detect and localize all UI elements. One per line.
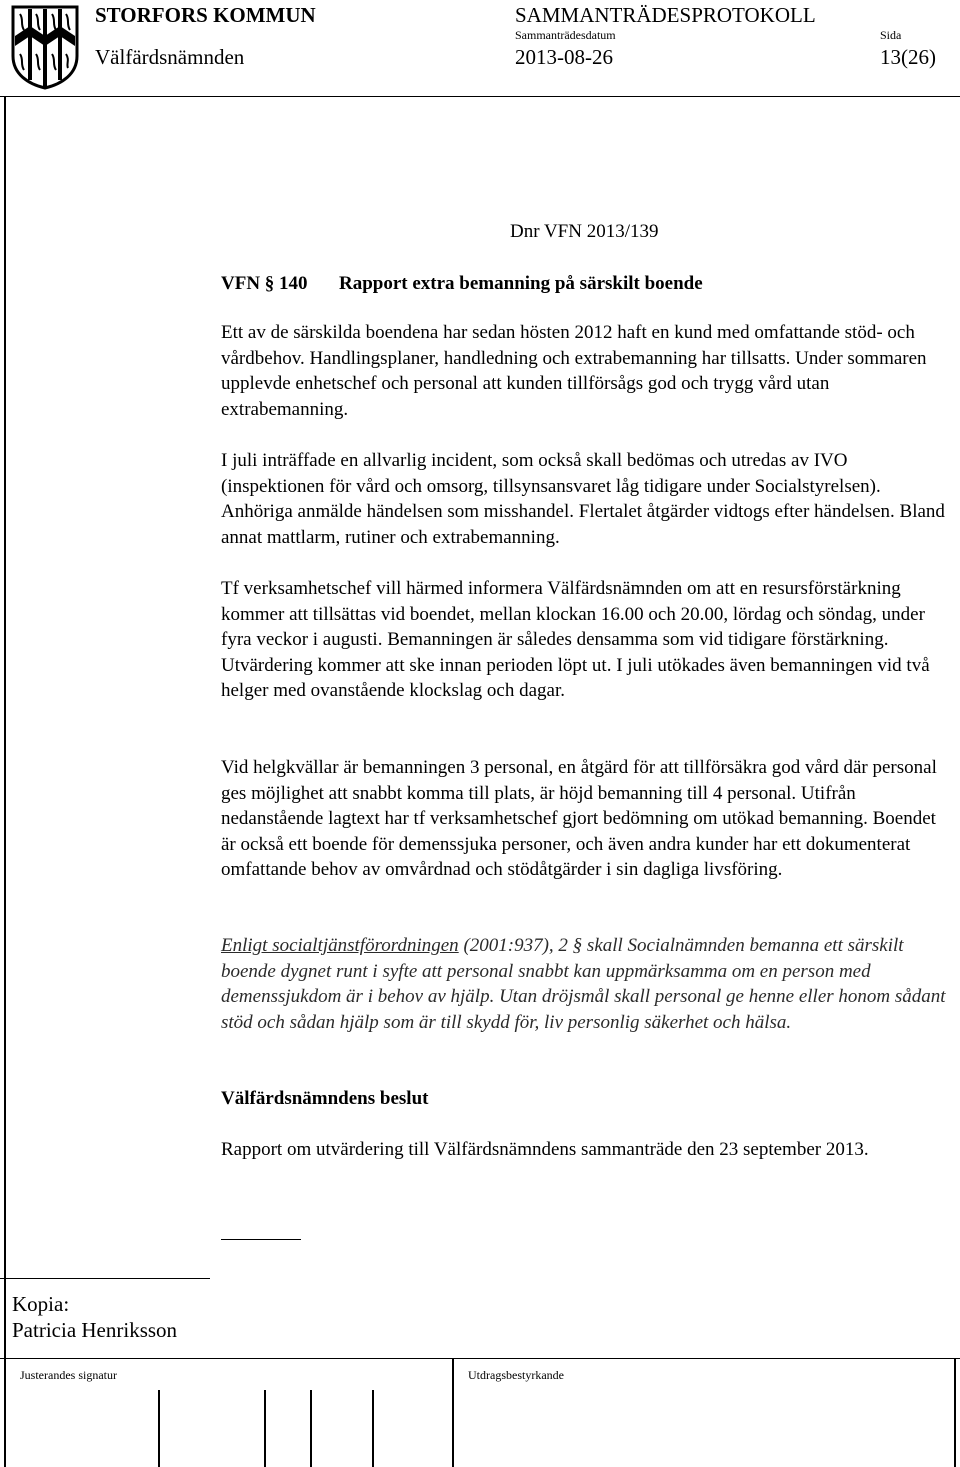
copy-section — [12, 1291, 177, 1343]
paragraph-number: VFN § 140 — [221, 273, 308, 294]
legal-reference-link[interactable]: Enligt socialtjänstförordningen — [221, 935, 459, 956]
signature-label: Justerandes signatur — [20, 1368, 117, 1382]
case-number: Dnr VFN 2013/139 — [510, 221, 659, 242]
body-paragraph-4: Vid helgkvällar är bemanningen 3 personal, en åtgärd för att tillförsäkra god vård där personal ges möjlighet att snabbt komma till plats, är höjd bemanning till 4 personal. Utifrån nedanstående lagtext har tf verksamhetschef gjort bedömning om utökad bemanning. Boendet är också ett boende för demenssjuka personer, och även andra kunder har ett dokumenterat omfattande behov av omvårdnad och stödåtgärder i sin dagliga livsföring. — [221, 757, 937, 880]
municipal-coat-of-arms-icon — [10, 4, 80, 90]
body-paragraph-1: Ett av de särskilda boendena har sedan hösten 2012 haft en kund med omfattande stöd- och vårdbehov. Handlingsplaner, handledning och extrabemanning har tillsatts. Under sommaren upplevde enhetschef och personal att kunden tillförsågs god och trygg vård utan extrabemanning. — [221, 322, 927, 420]
signature-cell-divider-4 — [310, 1390, 312, 1467]
page-label: Sida — [880, 28, 902, 42]
body-paragraph-3: Tf verksamhetschef vill härmed informera Välfärdsnämnden om att en resursförstärkning kommer att tillsättas vid boendet, mellan klockan 16.00 och 20.00, lördag och söndag, under fyra veckor i augusti. Bemanningen är således densamma som vid tidigare förstärkning. Utvärdering kommer att ske innan perioden löpt ut. I juli utökades även bemanningen vid två helger med ovanstående klockslag och dagar. — [221, 578, 930, 701]
protocol-title: SAMMANTRÄDESPROTOKOLL — [515, 3, 816, 27]
decision-heading: Välfärdsnämndens beslut — [221, 1088, 429, 1109]
header-divider — [0, 96, 960, 97]
signature-cell-divider-3 — [264, 1390, 266, 1467]
end-rule — [221, 1239, 301, 1240]
signature-cell-divider-1 — [4, 1358, 6, 1467]
signature-cell-divider-2 — [158, 1390, 160, 1467]
legal-text-paragraph — [221, 933, 949, 1035]
municipality-name: STORFORS KOMMUN — [95, 3, 316, 27]
signature-cell-divider-5 — [372, 1390, 374, 1467]
decision-text: Rapport om utvärdering till Välfärdsnämndens sammanträde den 23 september 2013. — [221, 1139, 869, 1160]
copy-box-top — [0, 1278, 210, 1279]
meeting-date: 2013-08-26 — [515, 45, 613, 69]
footer-divider — [0, 1358, 960, 1359]
meeting-date-label: Sammanträdesdatum — [515, 28, 616, 42]
extract-label: Utdragsbestyrkande — [468, 1368, 564, 1382]
legal-text: (2001:937), 2 § skall Socialnämnden bemanna ett särskilt boende dygnet runt i syfte att personal snabbt kan uppmärksamma om en person med demenssjukdom är i behov av hjälp. Utan dröjsmål skall personal ge henne eller honom sådant stöd och sådan hjälp som är till skydd för, liv personlig säkerhet och hälsa. — [221, 935, 946, 1033]
case-heading — [221, 271, 703, 297]
signature-cell-divider-7 — [954, 1358, 956, 1467]
left-margin-line — [4, 96, 6, 1358]
case-title: Rapport extra bemanning på särskilt boende — [339, 273, 703, 294]
committee-name: Välfärdsnämnden — [95, 45, 245, 69]
copy-recipient: Patricia Henriksson — [12, 1318, 178, 1342]
signature-cell-divider-6 — [452, 1358, 454, 1467]
copy-label: Kopia: — [12, 1292, 70, 1316]
body-paragraph-2: I juli inträffade en allvarlig incident, som också skall bedömas och utredas av IVO (inspektionen för vård och omsorg, tillsynsansvaret låg tidigare under Socialstyrelsen). Anhöriga anmälde händelsen som misshandel. Flertalet åtgärder vidtogs efter händelsen. Bland annat mattlarm, rutiner och extrabemanning. — [221, 450, 945, 548]
page-number: 13(26) — [880, 45, 936, 69]
